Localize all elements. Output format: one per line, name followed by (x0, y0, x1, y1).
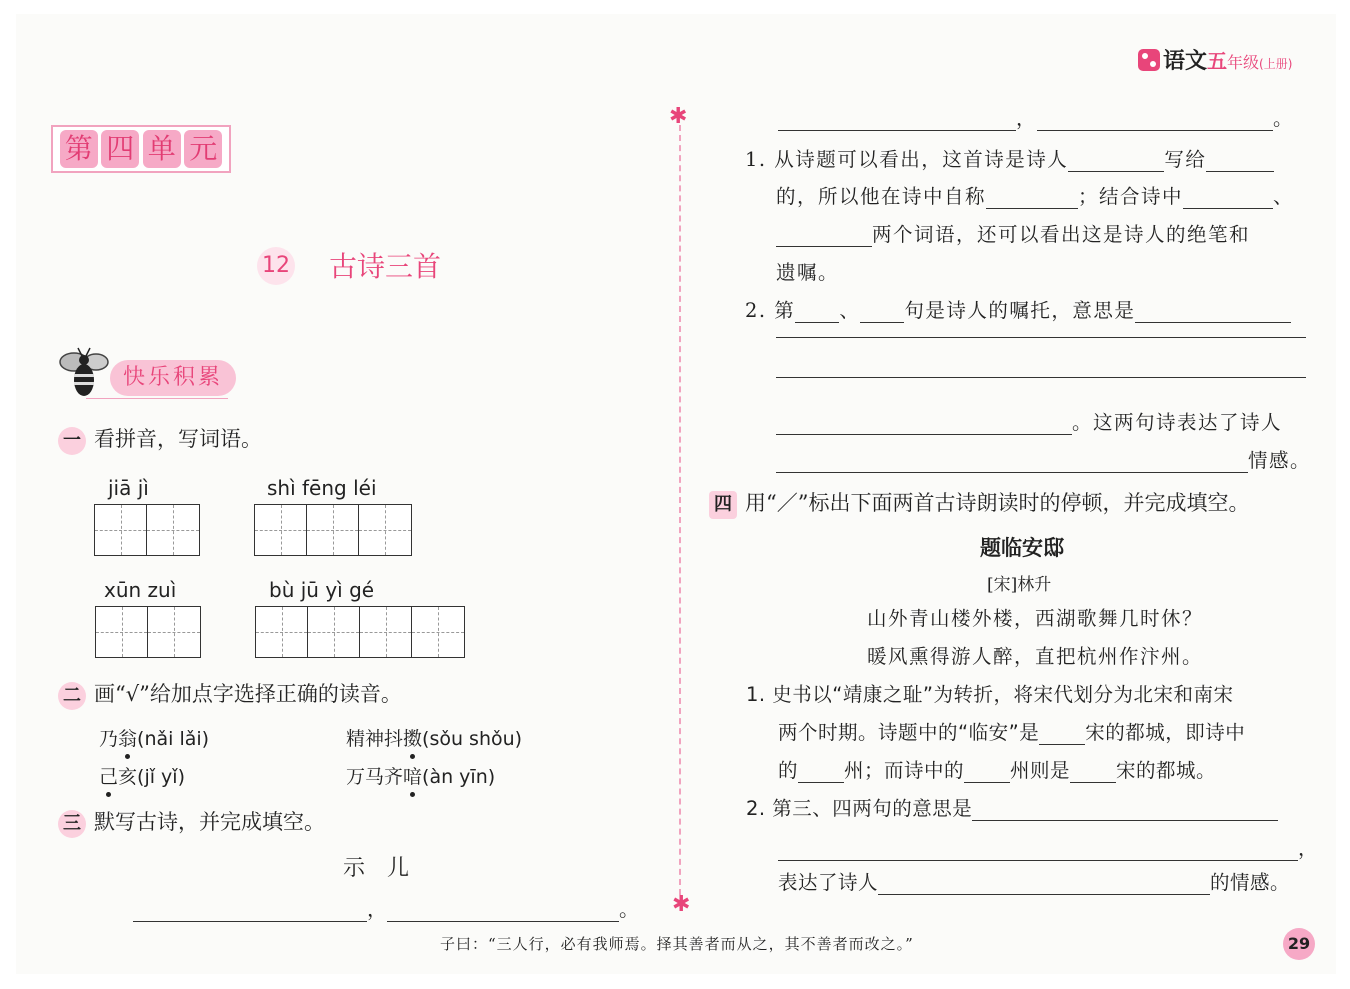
book-brand (1138, 44, 1292, 75)
grid-cell[interactable] (96, 607, 148, 657)
answer-blank[interactable] (1039, 723, 1085, 745)
q4-item-1-line1: 1. 史书以“靖康之耻”为转折，将宋代划分为北宋和南宋 (746, 683, 1234, 706)
answer-blank[interactable] (1206, 150, 1274, 172)
q4-item-1-line3: 的 州；而诗中的 州则是 宋的都城。 (778, 759, 1217, 782)
answer-blank[interactable] (1183, 187, 1273, 209)
question-3 (58, 806, 325, 838)
unit-char: 第 (60, 130, 98, 168)
pinyin-label: shì fēng léi (267, 476, 377, 500)
lesson-title: 古诗三首 (329, 250, 442, 283)
pinyin-label: jiā jì (108, 476, 149, 500)
grid-cell[interactable] (307, 505, 359, 555)
q3-item-1-line2: 的，所以他在诗中自称 ；结合诗中 、 (776, 185, 1295, 208)
poem-line: 山外青山楼外楼，西湖歌舞几时休？ (867, 607, 1204, 630)
dotted-char: 翁 (118, 724, 137, 751)
answer-blank[interactable] (776, 337, 1306, 338)
dotted-char: 己 (99, 762, 118, 789)
pinyin-options: nǎi lǎi) (144, 728, 210, 750)
writing-grid[interactable] (94, 504, 200, 556)
page-divider (679, 125, 681, 895)
question-4 (709, 487, 1249, 519)
dotted-char: 喑 (403, 762, 422, 789)
reading-choice-item[interactable]: 乃翁(nǎi lǎi) (99, 724, 209, 751)
reading-choice-item[interactable]: 万马齐喑(àn yīn) (346, 762, 495, 789)
section-banner: 快乐积累 (110, 360, 236, 396)
answer-blank[interactable] (1068, 150, 1164, 172)
answer-blank[interactable] (795, 301, 839, 323)
answer-blank[interactable] (776, 451, 1248, 473)
question-number: 二 (58, 682, 86, 710)
answer-blank[interactable] (776, 225, 872, 247)
grid-cell[interactable] (147, 505, 199, 555)
question-text: 用“／”标出下面两首古诗朗读时的停顿，并完成填空。 (745, 491, 1250, 515)
question-2 (58, 678, 402, 710)
pinyin-options: (jǐ yǐ) (137, 766, 185, 788)
volume-label: (上册) (1259, 57, 1293, 71)
lesson-number: 12 (257, 247, 295, 285)
q4-item-1-line2: 两个时期。诗题中的“临安”是 宋的都城，即诗中 (778, 721, 1246, 744)
answer-line-row: ， 。 (133, 893, 639, 922)
grid-cell[interactable] (95, 505, 147, 555)
footer-quote: 子曰：“三人行，必有我师焉。择其善者而从之，其不善者而改之。” (440, 935, 914, 953)
question-number: 一 (58, 427, 86, 455)
answer-blank[interactable] (860, 301, 904, 323)
reading-choice-item[interactable]: 精神抖擞(sǒu shǒu) (346, 724, 522, 751)
question-text: 看拼音，写词语。 (94, 427, 262, 451)
grid-cell[interactable] (256, 607, 308, 657)
star-icon: ✱ (672, 892, 691, 917)
brand-logo-icon (1138, 49, 1160, 71)
answer-blank[interactable] (964, 761, 1010, 783)
section-underline (86, 398, 228, 399)
answer-blank[interactable] (798, 761, 844, 783)
poem-line: 暖风熏得游人醉，直把杭州作汴州。 (867, 645, 1204, 668)
q3-item-1-line4: 遗嘱。 (776, 261, 840, 284)
q3-item-2-line4: 。这两句诗表达了诗人 (776, 407, 1282, 435)
answer-blank[interactable] (986, 187, 1078, 209)
unit-char: 元 (184, 130, 222, 168)
answer-blank[interactable] (133, 900, 367, 922)
star-icon: ✱ (669, 104, 688, 129)
answer-blank[interactable] (972, 799, 1278, 821)
writing-grid[interactable] (254, 504, 412, 556)
poem-title: 题临安邸 (980, 536, 1064, 560)
answer-blank[interactable] (776, 377, 1306, 378)
unit-banner (51, 125, 231, 173)
answer-blank[interactable] (387, 900, 619, 922)
answer-blank[interactable] (778, 109, 1016, 131)
poem-title: 示 儿 (343, 856, 410, 881)
q3-item-2-line5: 情感。 (776, 445, 1311, 473)
grade-suffix: 年级 (1227, 53, 1260, 72)
answer-blank[interactable] (878, 873, 1210, 895)
grid-cell[interactable] (359, 505, 411, 555)
q3-item-1-line1: 1. 从诗题可以看出，这首诗是诗人 写给 (745, 144, 1274, 172)
writing-grid[interactable] (255, 606, 465, 658)
question-1 (58, 423, 262, 455)
q4-item-2-line2: ， (778, 833, 1319, 861)
question-number: 三 (58, 810, 86, 838)
answer-blank[interactable] (1037, 109, 1273, 131)
grid-cell[interactable] (255, 505, 307, 555)
pinyin-label: bù jū yì gé (269, 578, 375, 602)
grade-number: 五 (1207, 49, 1228, 73)
reading-choice-item[interactable]: 己亥(jǐ yǐ) (99, 762, 185, 789)
unit-char: 单 (143, 130, 181, 168)
question-text: 画“√”给加点字选择正确的读音。 (94, 682, 402, 706)
unit-char: 四 (101, 130, 139, 168)
pinyin-options: (àn yīn) (422, 766, 496, 788)
page-number: 29 (1283, 928, 1315, 960)
pinyin-label: xūn zuì (104, 578, 177, 602)
q3-item-1-line3: 两个词语，还可以看出这是诗人的绝笔和 (776, 219, 1250, 247)
answer-blank[interactable] (1070, 761, 1116, 783)
dotted-char: 擞 (403, 724, 422, 751)
question-text: 默写古诗，并完成填空。 (94, 810, 325, 834)
question-number: 四 (709, 491, 737, 519)
grid-cell[interactable] (412, 607, 464, 657)
answer-line-row: ， 。 (778, 103, 1294, 131)
q4-item-2-line3: 表达了诗人 的情感。 (778, 871, 1291, 894)
pinyin-options: (sǒu shǒu) (422, 728, 523, 750)
grid-cell[interactable] (360, 607, 412, 657)
q4-item-2-line1: 2. 第三、四两句的意思是 (746, 793, 1278, 821)
subject-label: 语文 (1163, 49, 1208, 74)
answer-blank[interactable] (776, 413, 1072, 435)
bee-icon (58, 346, 110, 402)
grid-cell[interactable] (148, 607, 200, 657)
poem-author: [宋]林升 (987, 575, 1052, 595)
writing-grid[interactable] (95, 606, 201, 658)
answer-blank[interactable] (778, 839, 1298, 861)
grid-cell[interactable] (308, 607, 360, 657)
q3-item-2-line1: 2. 第 、 句是诗人的嘱托，意思是 (745, 295, 1291, 323)
answer-blank[interactable] (1135, 301, 1291, 323)
